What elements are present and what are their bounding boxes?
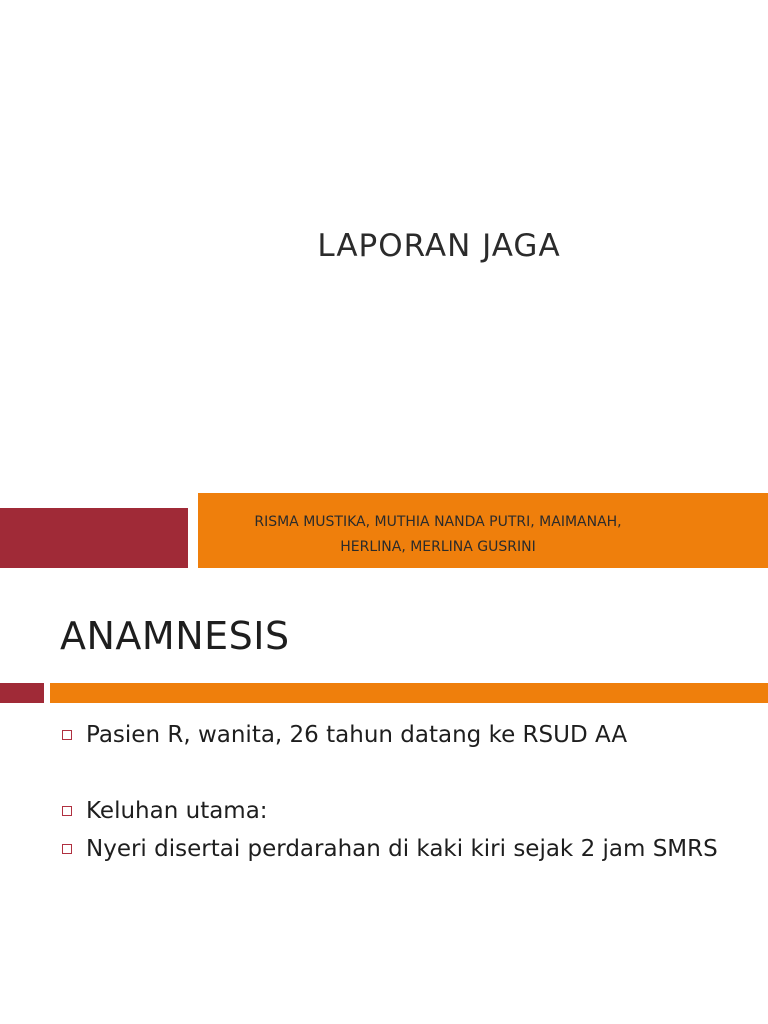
bullet-item bbox=[62, 794, 752, 828]
authors-line-2: HERLINA, MERLINA GUSRINI bbox=[340, 539, 536, 555]
content-slide bbox=[0, 576, 768, 1024]
bullet-list bbox=[62, 718, 752, 866]
orange-accent-bar bbox=[50, 683, 768, 703]
bullet-text: Keluhan utama: bbox=[86, 798, 268, 824]
section-title: ANAMNESIS bbox=[60, 614, 290, 658]
slide-title: LAPORAN JAGA bbox=[317, 228, 561, 264]
authors-subtitle bbox=[198, 510, 678, 560]
hollow-square-bullet-icon bbox=[62, 730, 72, 740]
red-accent-bar bbox=[0, 683, 44, 703]
hollow-square-bullet-icon bbox=[62, 844, 72, 854]
bullet-item bbox=[62, 718, 752, 752]
bullet-item bbox=[62, 832, 752, 866]
authors-line-1: RISMA MUSTIKA, MUTHIA NANDA PUTRI, MAIMANAH, bbox=[254, 514, 622, 530]
bullet-text: Nyeri disertai perdarahan di kaki kiri sejak 2 jam SMRS bbox=[86, 836, 718, 862]
bullet-text: Pasien R, wanita, 26 tahun datang ke RSUD AA bbox=[86, 722, 628, 748]
red-accent-bar bbox=[0, 508, 188, 568]
hollow-square-bullet-icon bbox=[62, 806, 72, 816]
